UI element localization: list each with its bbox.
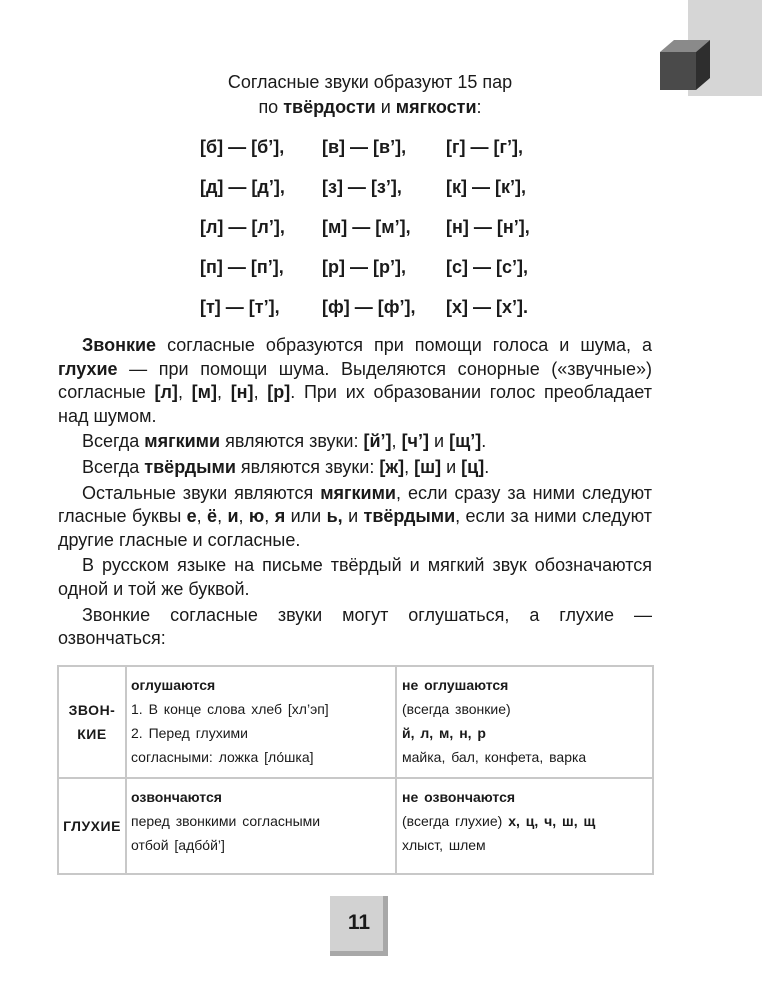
row-label-line: ГЛУХИЕ [63,818,121,834]
bold-term: х, ц, ч, ш, щ [508,813,596,829]
text-run: и [429,431,450,452]
row-label-voiced [59,667,127,777]
text-run: . [481,431,487,452]
cell-devoiced [127,667,397,777]
cell-not-voiced [399,779,652,873]
bold-term: и [227,506,239,527]
text-run: (всегда глухие) [402,813,509,829]
cell-line: майка, бал, конфета, варка [402,749,587,765]
text-run: , если за ними следуют другие гласные и согласные. [58,506,652,550]
text-run: , [404,456,415,477]
text-run: , [238,506,249,527]
bold-term: [щ’] [449,431,482,452]
cube-icon [656,38,712,92]
text-run: — при помощи шума. Выделяются сонорные («звучные») согласные [58,358,652,403]
bold-term: я [274,506,286,527]
cell-heading: не оглушаются [402,677,509,693]
pair-row [200,287,560,327]
intro-text: : [476,97,482,117]
bold-term: [м] [191,382,217,403]
pair-cell: [с] — [с’], [446,256,529,277]
cell-line: перед звонкими согласными [131,813,321,829]
bold-term: [ц] [461,456,485,477]
intro-line-2 [160,95,580,120]
text-run: , если сразу за ними следуют гласные буквы [58,482,653,527]
text-run: . При их образовании голос преобладает над шумом. [58,382,652,426]
pair-cell: [х] — [х’]. [446,296,529,317]
intro-text: по [258,97,284,117]
bold-term: твёрдыми [144,456,236,477]
pair-row [200,207,560,247]
cell-heading: не озвончаются [402,789,516,805]
cell-line: (всегда звонкие) [402,701,511,717]
text-run: отбой [адбо [131,837,211,853]
pair-cell: [з] — [з’], [322,176,402,197]
table-row-voiced [59,667,652,779]
intro-heading [160,70,580,120]
cell-voiced [127,779,397,873]
cell-line: 1. В конце слова хлеб [хл’эп] [131,701,329,717]
pair-cell: [к] — [к’], [446,176,526,197]
pair-row [200,167,560,207]
text-run: согласными: ложка [ло [131,749,285,765]
cell-line: й, л, м, н, р [402,725,486,741]
bold-term: мягкими [144,431,221,452]
paragraph-others [58,482,652,553]
text-run: Всегда [82,431,145,452]
consonant-pairs [200,127,560,327]
cell-line [402,809,652,833]
text-run: или [285,506,327,527]
body-text [58,334,652,651]
page-number: 11 [330,896,388,956]
text-run: , [196,506,208,527]
pair-cell: [р] — [р’], [322,256,406,277]
paragraph-devoicing: Звонкие согласные звуки могут оглушаться, а глухие — озвончаться: [58,604,652,649]
bold-term: Звонкие [82,335,157,355]
pair-cell: [в] — [в’], [322,136,407,157]
pair-cell: [н] — [н’], [446,216,530,237]
text-run: Всегда [82,456,145,477]
row-label-line: КИЕ [77,726,107,742]
bold-term: ю [248,506,265,527]
devoicing-table [57,665,654,875]
bold-term: ь, [326,506,343,527]
pair-cell: [ф] — [ф’], [322,296,416,317]
text-run: , [264,506,275,527]
bold-term: [й’] [363,431,392,452]
pair-cell: [т] — [т’], [200,296,280,317]
pair-cell: [м] — [м’], [322,216,411,237]
paragraph-voiced [58,334,652,428]
cell-not-devoiced [399,667,652,777]
text-run: и [441,456,462,477]
bold-term: глухие [58,358,118,379]
table-row-voiceless [59,779,652,873]
intro-text: и [375,97,396,117]
text-run: Остальные звуки являются [82,482,321,503]
bold-term: [р] [267,382,291,403]
intro-line-1: Согласные звуки образуют 15 пар [227,72,513,92]
text-run: являются звуки: [220,431,364,452]
pair-cell: [б] — [б’], [200,136,285,157]
pair-cell: [д] — [д’], [200,176,285,197]
bold-term: мягкими [320,482,396,503]
paragraph-soft [58,430,652,454]
text-run: , [253,382,268,403]
cell-heading: озвончаются [131,789,222,805]
pair-cell: [л] — [л’], [200,216,285,237]
bold-term: [ш] [414,456,442,477]
text-run: и [342,506,364,527]
row-label-line: ЗВОН- [68,702,116,718]
text-run: являются звуки: [235,456,380,477]
text-run: , [217,506,228,527]
bold-term: [л] [154,382,178,403]
bold-term: е [186,506,197,527]
row-label-voiceless [59,779,127,873]
bold-term: [ж] [379,456,405,477]
bold-term: твёрдыми [363,506,456,527]
bold-term: [ч’] [401,431,430,452]
text-run: й’] [210,837,225,853]
bold-term: [н] [230,382,254,403]
pair-row [200,127,560,167]
pair-row [200,247,560,287]
cell-heading: оглушаются [131,677,216,693]
text-run: . [484,456,490,477]
text-run: шка] [284,749,314,765]
text-run: , [177,382,192,403]
pair-cell: [г] — [г’], [446,136,523,157]
pair-cell: [п] — [п’], [200,256,284,277]
paragraph-spelling: В русском языке на письме твёрдый и мягкий звук обозначаются одной и той же буквой. [58,555,652,599]
text-run: , [391,431,402,452]
intro-bold-hardness: твёрдости [283,97,376,117]
intro-bold-softness: мягкости [395,97,477,117]
text-run: согласные образуются при помощи голоса и шума, а [156,335,652,355]
bold-term: ё [207,506,218,527]
cell-line: 2. Перед глухими [131,725,248,741]
text-run: , [216,382,231,403]
cell-line [131,833,395,857]
cell-line [131,745,395,769]
cell-line: хлыст, шлем [402,837,486,853]
paragraph-hard [58,456,652,480]
